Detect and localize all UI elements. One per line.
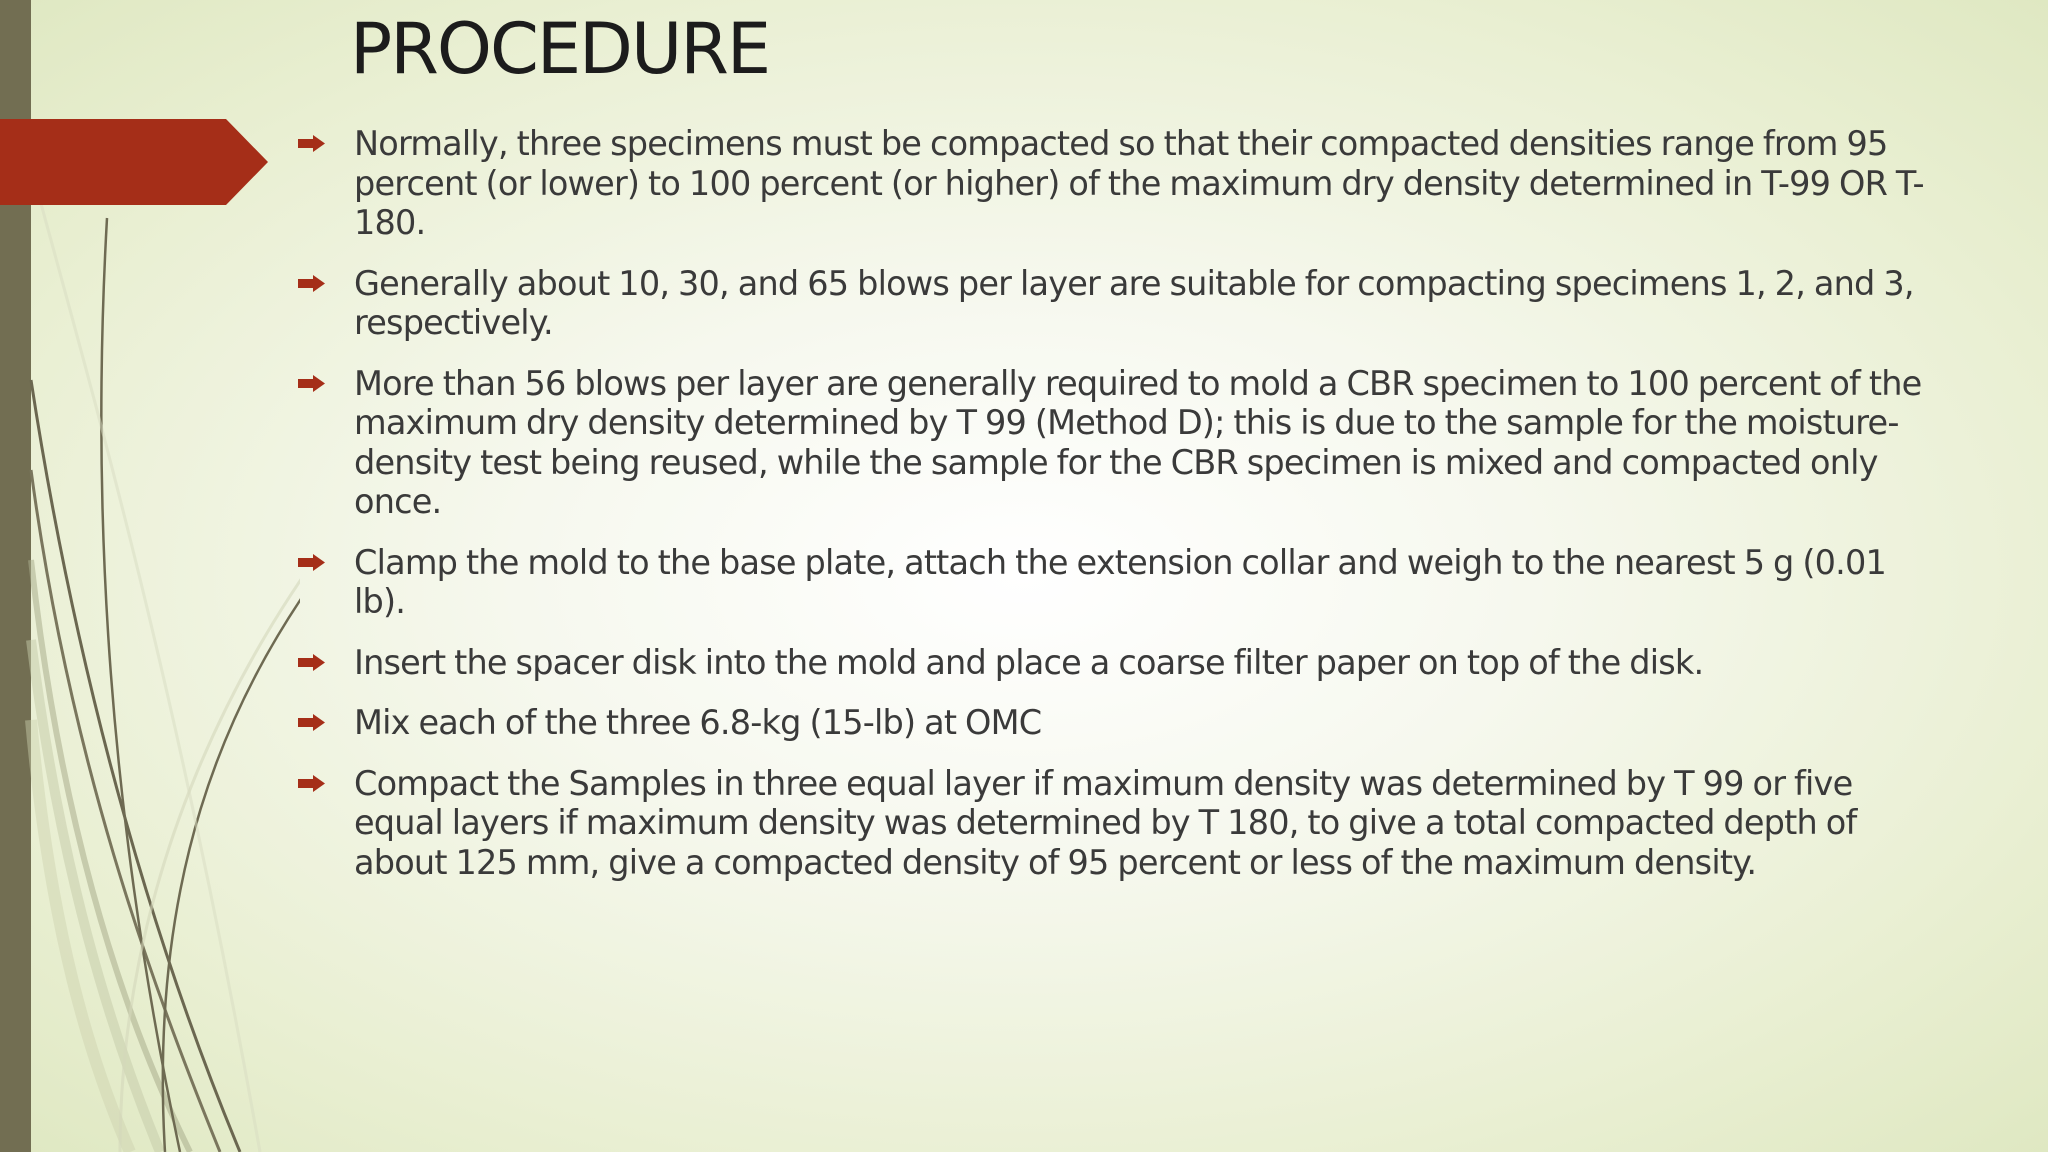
bullet-item: [298, 264, 1928, 343]
bullet-text: Clamp the mold to the base plate, attach the extension collar and weigh to the nearest 5 g (0.01 lb).: [354, 542, 1887, 621]
bullet-text: Normally, three specimens must be compacted so that their compacted densities range from 95 percent (or lower) to 100 percent (or higher) of the maximum dry density determined in T-99 OR T-180.: [354, 124, 1924, 242]
bullet-item: [298, 643, 1928, 683]
bullet-text: Mix each of the three 6.8-kg (15-lb) at OMC: [354, 703, 1042, 742]
bullet-item: [298, 764, 1928, 883]
arrow-right-icon: [298, 275, 325, 292]
bullet-text: Insert the spacer disk into the mold and place a coarse filter paper on top of the disk.: [354, 642, 1704, 682]
arrow-right-icon: [298, 375, 325, 392]
bullet-item: [298, 364, 1928, 522]
arrow-right-icon: [298, 775, 325, 792]
bullet-list: [298, 124, 1928, 903]
red-arrow-shape: [0, 119, 272, 205]
arrow-right-icon: [298, 654, 325, 671]
bullet-item: [298, 703, 1928, 743]
arrow-right-icon: [298, 714, 325, 731]
bullet-text: More than 56 blows per layer are generally required to mold a CBR specimen to 100 percent of the maximum dry density determined by T 99 (Method D); this is due to the sample for the moisture-density test being reused, while the sample for the CBR specimen is mixed and compacted only once.: [354, 363, 1922, 521]
bullet-text: Generally about 10, 30, and 65 blows per layer are suitable for compacting specimens 1, 2, and 3, respectively.: [354, 263, 1914, 342]
arrow-right-icon: [298, 135, 325, 152]
bullet-text: Compact the Samples in three equal layer if maximum density was determined by T 99 or five equal layers if maximum density was determined by T 180, to give a total compacted depth of about 125 mm, give a compacted density of 95 percent or less of the maximum density.: [354, 763, 1857, 882]
arrow-right-icon: [298, 554, 325, 571]
slide-title: PROCEDURE: [350, 8, 770, 90]
bullet-item: [298, 543, 1928, 622]
bullet-item: [298, 124, 1928, 243]
